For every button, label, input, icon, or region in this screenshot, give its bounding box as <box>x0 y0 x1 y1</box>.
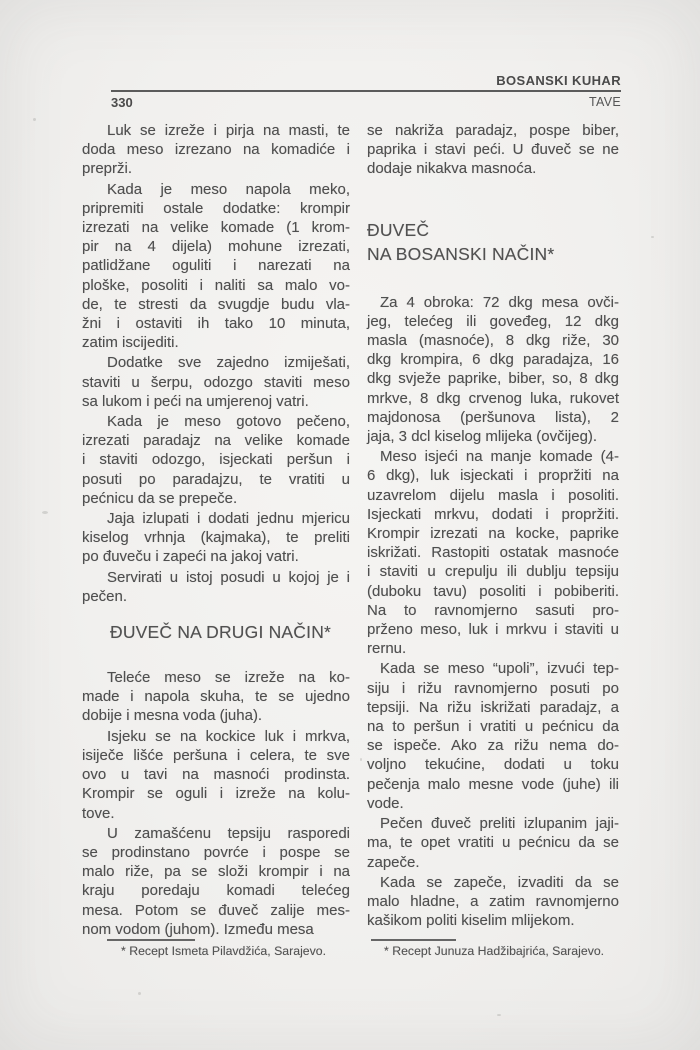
book-title: BOSANSKI KUHAR <box>496 73 621 88</box>
scan-speck <box>360 758 362 761</box>
text-line: jeg, telećeg ili goveđeg, 12 dkg <box>367 312 619 330</box>
text-line: nom vodom (juhom). Između mesa <box>82 920 314 938</box>
paragraph <box>82 180 350 353</box>
text-line: dkg krompira, 6 dkg paradajza, 16 <box>367 351 619 369</box>
text-line: Jaja izlupati i dodati jednu mjericu <box>107 510 350 528</box>
right-column-text <box>367 121 619 930</box>
page-number: 330 <box>111 95 133 110</box>
scan-speck <box>42 511 48 514</box>
text-line: isiječe lišće peršuna i celera, te sve <box>82 746 350 764</box>
paragraph <box>82 412 350 508</box>
footnote-left <box>82 939 350 959</box>
scan-speck <box>497 1014 501 1016</box>
text-line: Na to ravnomjerno sasuti pro- <box>367 601 619 619</box>
paragraph <box>367 293 619 447</box>
text-line: siju i rižu ravnomjerno posuti po <box>367 679 619 697</box>
text-line: doda meso izrezano na komadiće i <box>82 141 350 159</box>
text-line: majdonosa (peršunova lista), 2 <box>367 408 619 426</box>
paragraph <box>82 568 350 606</box>
text-line: preprži. <box>82 160 133 178</box>
text-line: made i napola skuha, te se ujedno <box>82 688 350 706</box>
footnote-right <box>367 939 619 959</box>
scan-speck <box>138 992 141 995</box>
recipe-heading <box>367 218 619 266</box>
heading-line: ĐUVEČ NA DRUGI NAČIN* <box>110 622 332 643</box>
text-line: malo riže, pa se složi krompir i na <box>82 863 350 881</box>
scan-speck <box>651 236 654 238</box>
paragraph <box>82 668 350 726</box>
text-line: uzavrelom dijelu masla i posoliti. <box>367 486 619 504</box>
text-line: se nakriža paradajz, pospe biber, <box>367 122 619 139</box>
text-line: se prodinstano povrće i pospe se <box>82 843 350 861</box>
text-line: Kada je meso napola meko, <box>107 180 350 198</box>
text-line: Krompir se oguli i izreže na kolu- <box>82 785 350 803</box>
text-line: izrezati paradajz na velike komade <box>82 432 350 450</box>
text-line: Isjeku se na kockice luk i mrkva, <box>107 727 350 745</box>
footnote-text: * Recept Junuza Hadžibajrića, Sarajevo. <box>384 944 605 958</box>
text-line: patlidžane oguliti i narezati na <box>82 257 350 275</box>
text-line: masla (masnoće), 8 dkg riže, 30 <box>367 332 619 350</box>
heading-line: NA BOSANSKI NAČIN* <box>367 243 555 264</box>
text-line: jaja, 3 dcl kiselog mlijeka (ovčijeg). <box>367 428 598 446</box>
text-line: prženo meso, luk i mrkvu i staviti u <box>367 621 619 639</box>
text-line: iskrižati. Rastopiti ostatak masnoće <box>367 544 619 562</box>
text-line: Teleće meso se izreže na ko- <box>107 669 350 687</box>
heading-line: ĐUVEČ <box>367 219 430 240</box>
paragraph <box>367 447 619 658</box>
paragraph <box>82 121 350 179</box>
footnote-text: * Recept Ismeta Pilavdžića, Sarajevo. <box>121 944 327 958</box>
paragraph <box>367 659 619 813</box>
text-line: na to peršun i vratiti u pećnicu da <box>367 718 619 736</box>
text-line: i staviti u crepulju ili dublju tepsiju <box>367 563 619 581</box>
text-line: ovo u tavi na masnoći prodinsta. <box>82 766 350 784</box>
text-line: kiselog vrhnja (kajmaka), te preliti <box>82 529 350 547</box>
text-line: kašikom politi kiselim mlijekom. <box>367 912 575 930</box>
text-line: (duboku tavu) posoliti i pobiberiti. <box>367 582 619 600</box>
scan-speck <box>33 118 36 121</box>
text-line: pećnicu da se prepeče. <box>82 489 238 507</box>
text-line: Kada je meso gotovo pečeno, <box>107 413 350 431</box>
paragraph <box>82 509 350 567</box>
text-line: de, te stresti da svugdje budu vla- <box>82 295 350 313</box>
footnote-rule <box>371 939 456 941</box>
text-line: Servirati u istoj posudi u kojoj je i <box>107 568 350 586</box>
text-line: ploške, posoliti i naliti sa malo vo- <box>82 276 350 294</box>
text-line: zatim iscijediti. <box>82 334 179 352</box>
text-line: Za 4 obroka: 72 dkg mesa ovči- <box>380 293 619 311</box>
text-line: izrezati na velike komade (1 krom- <box>82 219 350 237</box>
text-line: tove. <box>82 804 115 822</box>
text-line: dkg svježe paprike, biber, so, 8 dkg <box>367 370 619 388</box>
recipe-heading <box>82 620 350 644</box>
text-line: pripremiti ostale dodatke: krompir <box>82 199 350 217</box>
text-line: dobije i mesna voda (juha). <box>82 707 263 725</box>
text-line: žni i ostaviti ih tako 10 minuta, <box>82 315 350 333</box>
text-line: dodaje nikakva masnoća. <box>367 160 537 178</box>
text-line: ma, te opet vratiti u pećnicu da se <box>367 834 619 852</box>
section-name: TAVE <box>589 95 621 109</box>
text-line: kraju poredaju komadi telećeg <box>82 882 350 900</box>
footnote-rule <box>107 939 195 941</box>
text-line: paprika i stavi peći. U đuveč se ne <box>367 141 619 159</box>
text-line: posuti po paradajzu, te vratiti u <box>82 470 350 488</box>
text-line: 6 dkg), luk isjeckati i propržiti na <box>367 467 619 485</box>
text-line: vode. <box>367 794 404 812</box>
text-line: Dodatke sve zajedno izmiješati, <box>107 354 350 372</box>
text-line: Krompir izrezati na kocke, paprike <box>367 525 619 543</box>
text-line: po đuveču i zapeći na jakoj vatri. <box>82 548 299 566</box>
paragraph <box>82 727 350 823</box>
text-line: rernu. <box>367 640 407 658</box>
text-line: mesa. Potom se đuveč zalije mes- <box>82 901 350 919</box>
text-line: se ispeče. Ako za rižu nema do- <box>367 737 619 755</box>
left-column <box>82 121 350 1050</box>
left-column-text <box>82 121 350 939</box>
text-line: Isjeckati mrkvu, dodati i propržiti. <box>367 505 619 523</box>
text-line: Pečen đuveč preliti izlupanim jaji- <box>380 815 619 833</box>
paragraph <box>367 873 619 931</box>
text-line: pir na 4 dijela) mohune izrezati, <box>82 238 350 256</box>
text-line: malo hladne, a zatim ravnomjerno <box>367 892 619 910</box>
paragraph <box>367 121 619 179</box>
text-line: sa lukom i peći na umjerenoj vatri. <box>82 392 309 410</box>
text-line: Meso isjeći na manje komade (4- <box>380 448 619 466</box>
paragraph <box>82 353 350 411</box>
text-line: staviti u šerpu, odozgo staviti meso <box>82 373 350 391</box>
text-line: U zamašćenu tepsiju rasporedi <box>107 824 350 842</box>
right-column <box>367 121 619 1050</box>
text-line: mrkve, 8 dkg crvenog luka, rukovet <box>367 389 619 407</box>
text-line: pečenja malo mesne vode (juhe) ili <box>367 775 619 793</box>
paragraph <box>367 814 619 872</box>
text-line: i staviti odozgo, isjeckati peršun i <box>82 451 350 469</box>
text-line: pečen. <box>82 587 128 605</box>
text-line: Kada se zapeče, izvaditi da se <box>380 873 619 891</box>
header-rule <box>111 90 621 92</box>
text-line: zapeče. <box>367 853 420 871</box>
text-line: tepsiji. Na rižu iskrižati paradajz, a <box>367 698 619 716</box>
paragraph <box>82 824 350 939</box>
text-line: voljno tekućine, dodati u toku <box>367 756 619 774</box>
text-line: Kada se meso “upoli”, izvući tep- <box>380 660 619 678</box>
text-line: Luk se izreže i pirja na masti, te <box>107 122 350 139</box>
